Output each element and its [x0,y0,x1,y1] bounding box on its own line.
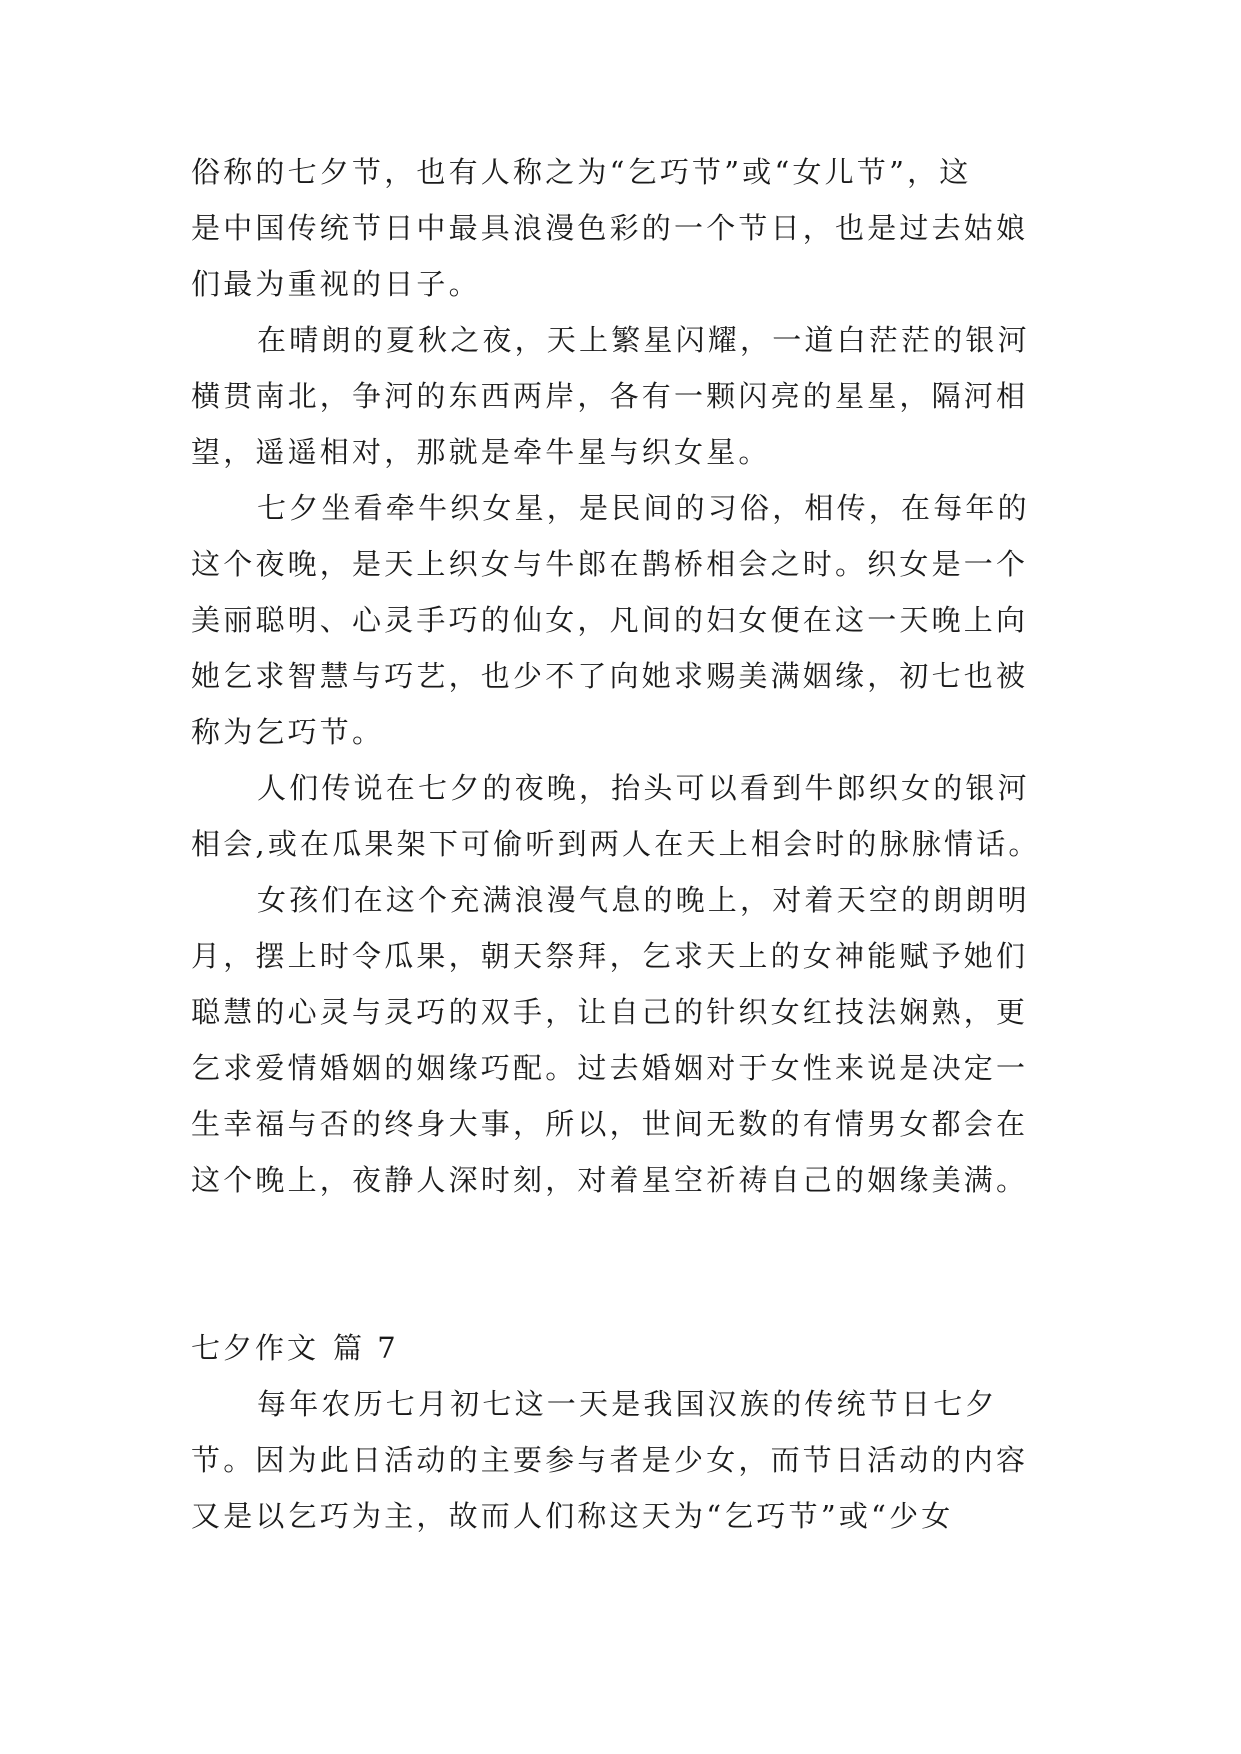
text-line: 聪慧的心灵与灵巧的双手，让自己的针织女红技法娴熟，更 [191,995,1029,1029]
text-line: 每年农历七月初七这一天是我国汉族的传统节日七夕 [257,1387,998,1421]
article-body-section-7 [191,1376,1051,1544]
text-line: 节。因为此日活动的主要参与者是少女，而节日活动的内容 [191,1443,1029,1477]
text-line: 乞求爱情婚姻的姻缘巧配。过去婚姻对于女性来说是决定一 [191,1051,1029,1085]
heading-title: 七夕作文 [191,1331,320,1365]
section-heading [191,1320,399,1376]
text-line: 女孩们在这个充满浪漫气息的晚上，对着天空的朗朗明 [257,883,1030,917]
text-line: 横贯南北，争河的东西两岸，各有一颗闪亮的星星，隔河相 [191,379,1029,413]
text-line: 这个夜晚，是天上织女与牛郎在鹊桥相会之时。织女是一个 [191,547,1029,581]
text-line: 相会,或在瓜果架下可偷听到两人在天上相会时的脉脉情话。 [191,827,1041,861]
text-line: 生幸福与否的终身大事，所以，世间无数的有情男女都会在 [191,1107,1029,1141]
text-line: 望，遥遥相对，那就是牵牛星与织女星。 [191,435,771,469]
text-line: 在晴朗的夏秋之夜，天上繁星闪耀，一道白茫茫的银河 [257,323,1030,357]
text-line: 七夕坐看牵牛织女星，是民间的习俗，相传，在每年的 [257,491,1030,525]
text-line: 称为乞巧节。 [191,715,385,749]
text-line: 又是以乞巧为主，故而人们称这天为“乞巧节”或“少女 [191,1499,954,1533]
article-body-continued [191,144,1051,1208]
text-line: 月，摆上时令瓜果，朝天祭拜，乞求天上的女神能赋予她们 [191,939,1029,973]
text-line: 们最为重视的日子。 [191,267,481,301]
text-line: 这个晚上，夜静人深时刻，对着星空祈祷自己的姻缘美满。 [191,1163,1029,1197]
text-line: 俗称的七夕节，也有人称之为“乞巧节”或“女儿节”，这 [191,155,972,189]
heading-number: 篇 7 [333,1331,399,1365]
text-line: 人们传说在七夕的夜晚，抬头可以看到牛郎织女的银河 [257,771,1030,805]
text-line: 她乞求智慧与巧艺，也少不了向她求赐美满姻缘，初七也被 [191,659,1029,693]
text-line: 美丽聪明、心灵手巧的仙女，凡间的妇女便在这一天晚上向 [191,603,1029,637]
text-line: 是中国传统节日中最具浪漫色彩的一个节日，也是过去姑娘 [191,211,1029,245]
